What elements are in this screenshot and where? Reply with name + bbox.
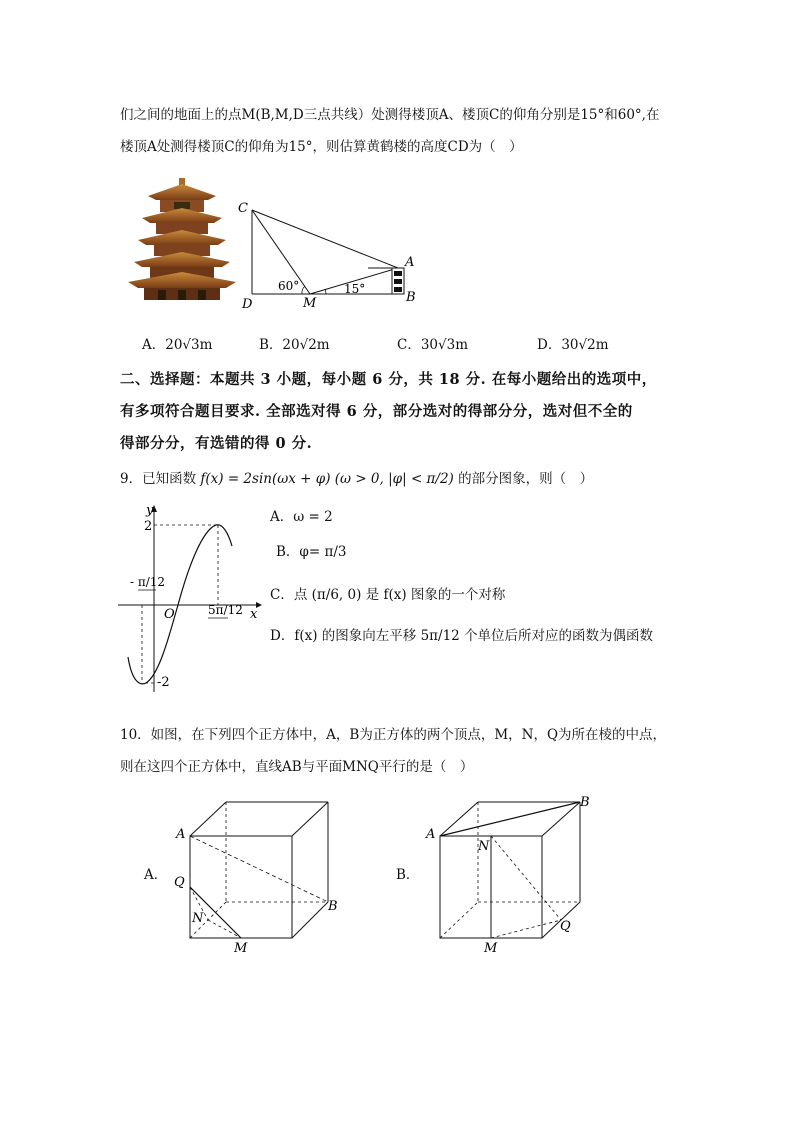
cube-b-label-a: A bbox=[426, 827, 436, 842]
q9-option-c-pre: C．点 bbox=[270, 587, 308, 603]
q9-stem-cond: (ω > 0, |φ| < π/2) bbox=[334, 471, 454, 487]
q9-stem-prefix: 9．已知函数 bbox=[120, 471, 197, 487]
section2-line1: 二、选择题：本题共 3 小题，每小题 6 分，共 18 分. 在每小题给出的选项中， bbox=[120, 371, 657, 388]
label-angle-60: 60° bbox=[278, 279, 300, 293]
graph-x-label: x bbox=[250, 607, 258, 622]
q8-option-d[interactable]: D．30√2m bbox=[537, 337, 609, 353]
graph-y-label: y bbox=[146, 503, 154, 518]
cube-a-label-n: N bbox=[192, 911, 204, 926]
q9-option-a[interactable]: A．ω = 2 bbox=[270, 509, 333, 525]
q10-cube-a bbox=[170, 798, 350, 956]
q9-sine-graph bbox=[116, 502, 268, 694]
q8-triangle-figure bbox=[236, 196, 426, 310]
cube-b-label-q: Q bbox=[560, 919, 571, 934]
q9-option-d[interactable] bbox=[270, 624, 653, 644]
cube-a-label-a: A bbox=[176, 827, 186, 842]
cube-a-label-q: Q bbox=[174, 875, 185, 890]
graph-label-2: 2 bbox=[144, 519, 153, 534]
q10-cube-a-tag[interactable]: A． bbox=[144, 867, 168, 883]
section2-line2: 有多项符合题目要求. 全部选对得 6 分，部分选对的得部分分，选对但不全的 bbox=[120, 403, 633, 420]
q9-option-c-point: (π/6, 0) bbox=[311, 587, 362, 603]
q10-cube-b-tag[interactable]: B． bbox=[396, 867, 420, 883]
q10-text-line2: 则在这四个正方体中，直线AB与平面MNQ平行的是（ ） bbox=[120, 759, 474, 775]
section2-line3: 得部分分，有选错的得 0 分. bbox=[120, 435, 313, 452]
q9-stem-suffix: 的部分图象，则（ ） bbox=[458, 471, 594, 487]
label-a: A bbox=[405, 255, 415, 270]
cube-a-label-m: M bbox=[234, 941, 248, 956]
q9-option-b[interactable]: B．φ= π/3 bbox=[276, 544, 347, 560]
q10-text-line1: 10．如图，在下列四个正方体中，A，B为正方体的两个顶点，M，N，Q为所在棱的中点， bbox=[120, 727, 667, 743]
label-c: C bbox=[238, 201, 248, 216]
cube-b-label-b: B bbox=[580, 795, 590, 810]
q10-cube-b bbox=[422, 790, 600, 956]
graph-label-neg2: -2 bbox=[157, 675, 170, 690]
cube-b-label-m: M bbox=[484, 941, 498, 956]
q9-option-c-post: 是 f(x) 图象的一个对称 bbox=[365, 587, 506, 603]
yellow-crane-tower-image bbox=[128, 178, 236, 302]
q8-text-line1: 们之间的地面上的点M(B,M,D三点共线）处测得楼顶A、楼顶C的仰角分别是15°和60°,在 bbox=[120, 107, 660, 123]
graph-origin-label: O bbox=[164, 607, 175, 622]
graph-label-neg-pi-12: - π/12 bbox=[130, 575, 166, 589]
label-m: M bbox=[303, 296, 317, 310]
q9-option-c[interactable] bbox=[270, 583, 505, 603]
q9-stem bbox=[120, 467, 593, 487]
graph-label-5pi-12: 5π/12 bbox=[208, 603, 243, 617]
label-d: D bbox=[242, 297, 253, 310]
q9-option-d-post: 个单位后所对应的函数为偶函数 bbox=[464, 628, 654, 644]
q9-option-d-frac: 5π/12 bbox=[420, 628, 460, 644]
q9-option-d-pre: D．f(x) 的图象向左平移 bbox=[270, 628, 417, 644]
q8-option-a[interactable]: A．20√3m bbox=[142, 337, 213, 353]
label-b: B bbox=[406, 290, 416, 305]
q8-option-c[interactable]: C．30√3m bbox=[397, 337, 469, 353]
q8-text-line2: 楼顶A处测得楼顶C的仰角为15°，则估算黄鹤楼的高度CD为（ ） bbox=[120, 139, 523, 155]
cube-b-label-n: N bbox=[478, 839, 490, 854]
q8-option-b[interactable]: B．20√2m bbox=[259, 337, 330, 353]
cube-a-label-b: B bbox=[328, 899, 338, 914]
q9-stem-func: f(x) = 2sin(ωx + φ) bbox=[200, 471, 331, 487]
label-angle-15: 15° bbox=[344, 282, 366, 296]
